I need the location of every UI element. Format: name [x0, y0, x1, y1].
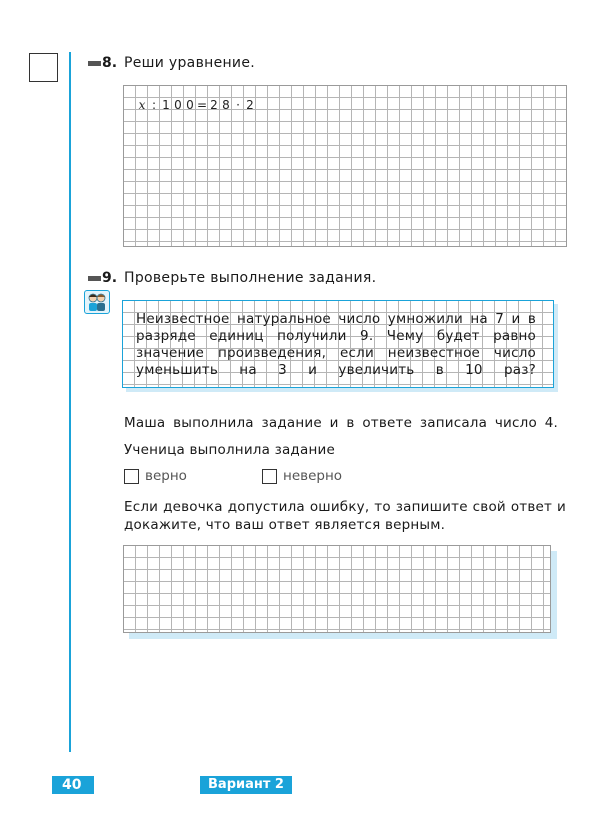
- task-9-answer-grid[interactable]: [123, 545, 551, 633]
- checkbox-correct[interactable]: [124, 469, 139, 484]
- margin-line: [69, 52, 71, 752]
- task-8-marker: [88, 61, 101, 66]
- task-8-title: Реши уравнение.: [124, 55, 255, 71]
- question-text: Ученица выполнила задание: [124, 442, 335, 458]
- equation-cell: :: [151, 98, 157, 112]
- equation-cell: 8: [222, 98, 230, 112]
- task-9-title: Проверьте выполнение задания.: [124, 270, 377, 286]
- equation-cell: 0: [186, 98, 194, 112]
- instruction-text: Если девочка допустила ошибку, то запишите свой ответ и докажите, что ваш ответ является верным.: [124, 499, 566, 533]
- page-number: 40: [52, 776, 94, 794]
- equation-cell: x: [138, 98, 146, 112]
- task-9-marker: [88, 276, 101, 281]
- variant-label: Вариант 2: [200, 776, 292, 794]
- option-correct-label: верно: [145, 468, 187, 484]
- equation-cell: 1: [162, 98, 170, 112]
- equation-cell: 2: [246, 98, 254, 112]
- problem-text: Неизвестное натуральное число умножили на 7 и в разряде единиц получили 9. Чему будет равно значение произведения, если неизвестное число уменьшить на 3 и увеличить в 10 раз?: [136, 311, 536, 378]
- checkbox-wrong[interactable]: [262, 469, 277, 484]
- children-pair-icon: [84, 290, 110, 314]
- equation-cell: ·: [236, 98, 240, 112]
- statement-text: Маша выполнила задание и в ответе записала число 4.: [124, 415, 558, 431]
- equation-cell: 2: [210, 98, 218, 112]
- equation-cell: =: [196, 98, 208, 112]
- option-wrong-label: неверно: [283, 468, 343, 484]
- task-8-answer-grid[interactable]: [123, 85, 567, 247]
- task-9-number: 9.: [102, 270, 118, 286]
- score-box[interactable]: [29, 53, 58, 82]
- task-8-number: 8.: [102, 55, 118, 71]
- equation-cell: 0: [174, 98, 182, 112]
